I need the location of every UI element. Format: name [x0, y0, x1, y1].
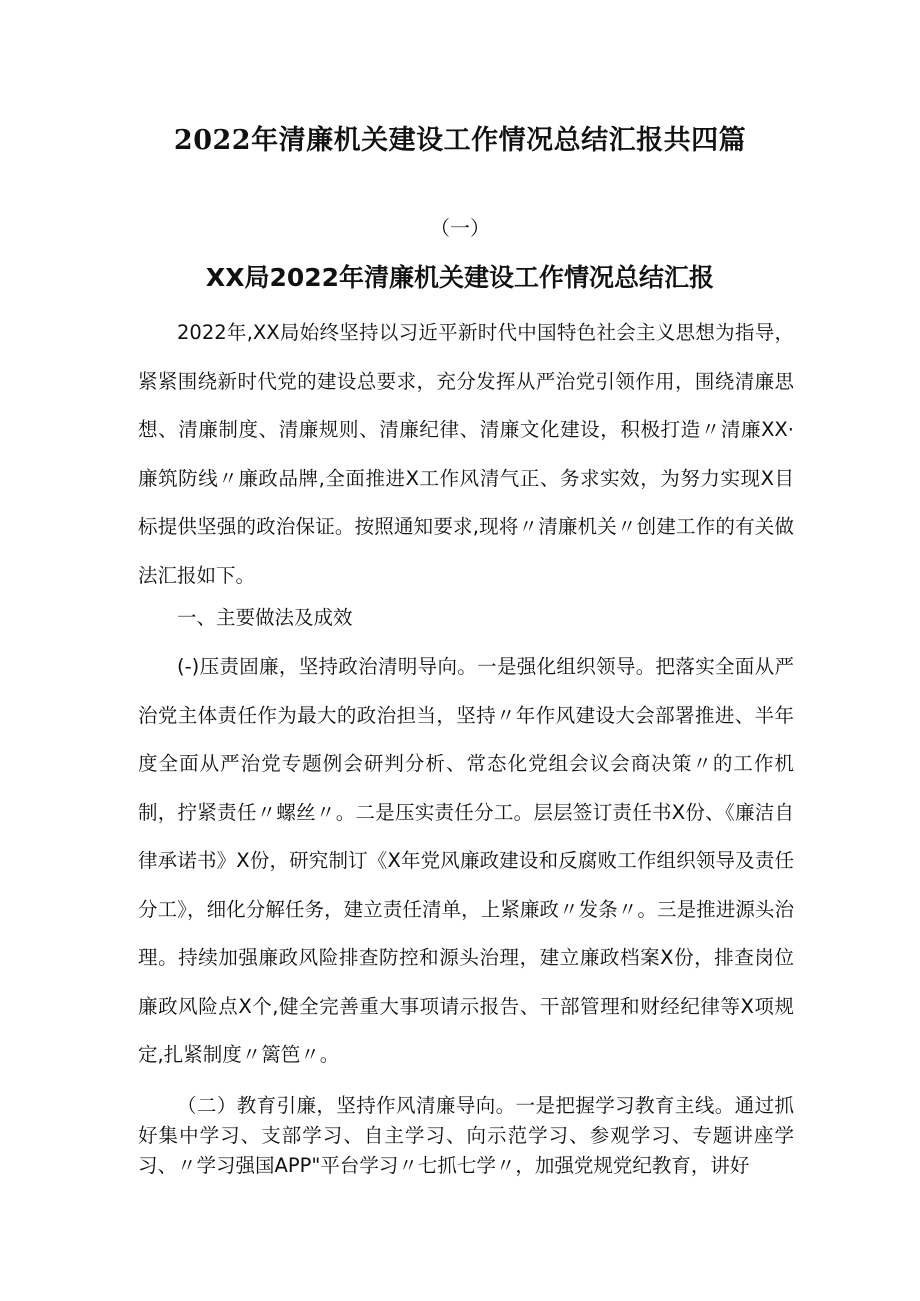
paragraph-item-2: （二）教育引廉，坚持作风清廉导向。一是把握学习教育主线。通过抓好集中学习、支部学习、自主学习、向示范学习、参观学习、专题讲座学习、〃学习强国APP"平台学习〃七抓七学〃，加强党规党纪教育，讲好 — [138, 1094, 794, 1177]
subheading-main-measures: 一、主要做法及成效 — [177, 606, 353, 629]
section-number: （一） — [430, 216, 490, 240]
paragraph-intro: 2022年,XX局始终坚持以习近平新时代中国特色社会主义思想为指导，紧紧围绕新时代党的建设总要求，充分发挥从严治党引领作用，围绕清廉思想、清廉制度、清廉规则、清廉纪律、清廉文化建设，积极打造〃清廉XX·廉筑防线〃廉政品牌,全面推进X工作风清气正、务求实效，为努力实现X目标提供坚强的政治保证。按照通知要求,现将〃清廉机关〃创建工作的有关做法汇报如下。 — [138, 321, 794, 587]
paragraph-item-1: (-)压责固廉，坚持政治清明导向。一是强化组织领导。把落实全面从严治党主体责任作为最大的政治担当，坚持〃年作风建设大会部署推进、半年度全面从严治党专题例会研判分析、常态化党组会议会商决策〃的工作机制，拧紧责任〃螺丝〃。二是压实责任分工。层层签订责任书X份、《廉洁自律承诺书》X份，研究制订《X年党风廉政建设和反腐败工作组织领导及责任分工》，细化分解任务，建立责任清单，上紧廉政〃发条〃。三是推进源头治理。持续加强廉政风险排查防控和源头治理，建立廉政档案X份，排查岗位廉政风险点X个,健全完善重大事项请示报告、干部管理和财经纪律等X项规定,扎紧制度〃篱笆〃。 — [138, 655, 794, 1066]
document-title: 2022年清廉机关建设工作情况总结汇报共四篇 — [173, 125, 747, 156]
section-title: XX局2022年清廉机关建设工作情况总结汇报 — [205, 263, 715, 292]
